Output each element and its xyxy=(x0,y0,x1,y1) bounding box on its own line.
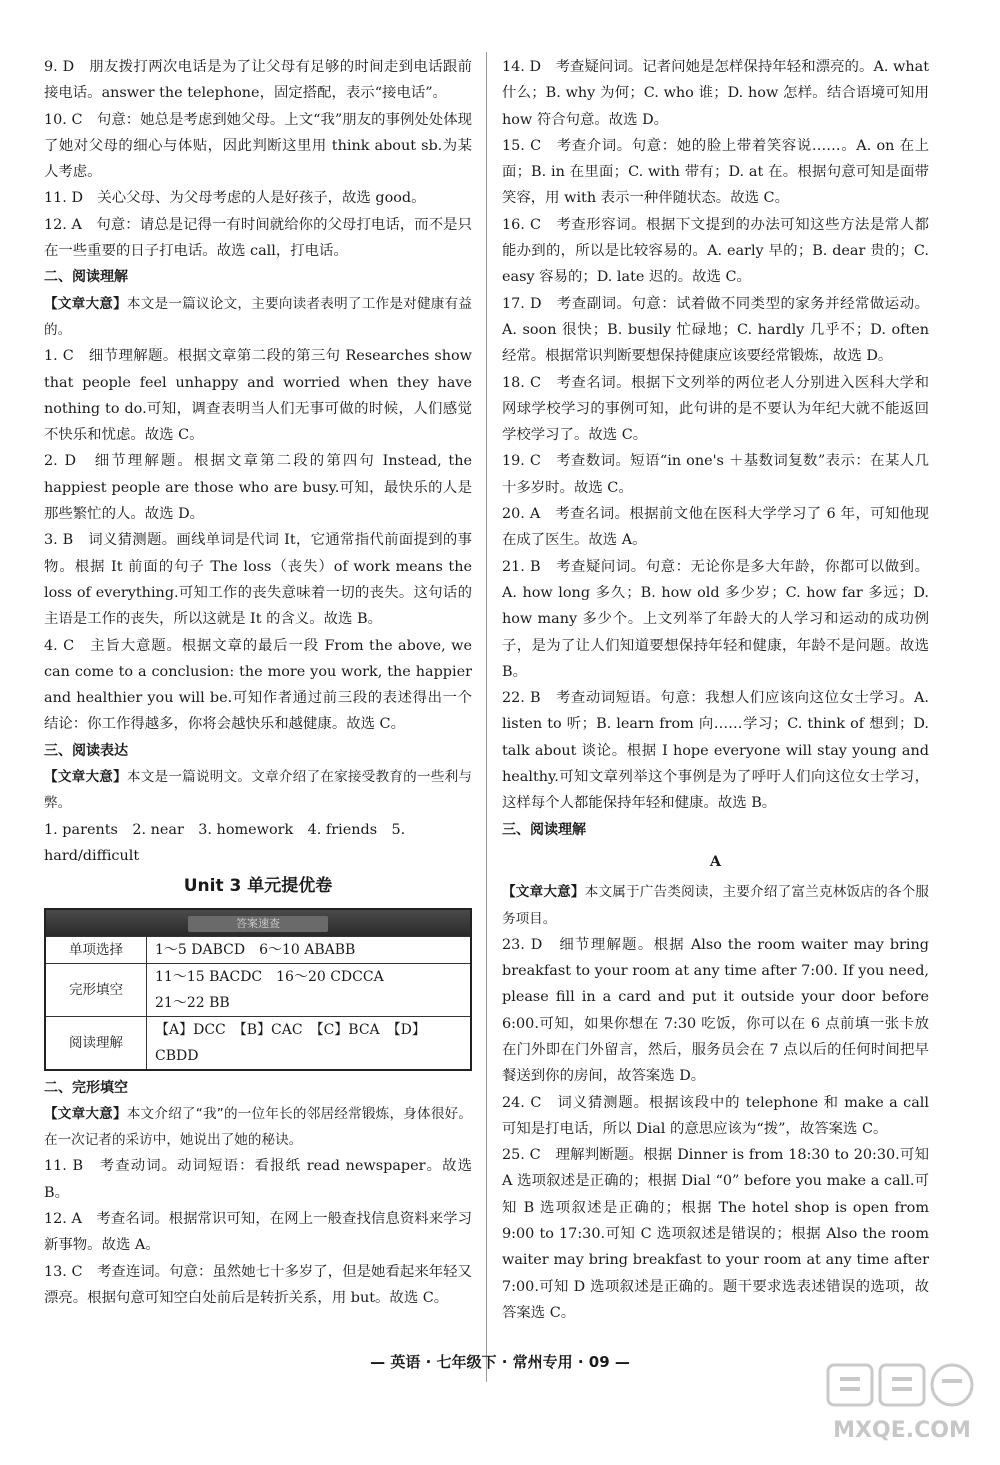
answer-explanation: 22. B 考查动词短语。句意：我想人们应该向这位女士学习。A. listen to 听；B. learn from 向……学习；C. think of 想到；D. talk about 谈论。根据 I hope everyone will stay young and healthy.可知文章列举这个事例是为了呼吁人们向这位女士学习，这样每个人都能保持年轻和健康。故选 B。 xyxy=(502,690,929,812)
passage-label: A xyxy=(709,852,722,870)
watermark-domain: MXQE.COM xyxy=(833,1418,971,1443)
answer-explanation: 17. D 考查副词。句意：试着做不同类型的家务并经常做运动。A. soon 很快；B. busily 忙碌地；C. hardly 几乎不；D. often 经常。根据常识判断要想保持健康应该要经常锻炼，故选 D。 xyxy=(502,295,929,365)
answer-explanation: 3. B 词义猜测题。画线单词是代词 It，它通常指代前面提到的事物。根据 It 前面的句子 The loss（丧失）of work means the loss of everything.可知工作的丧失意味着一切的丧失。这句话的主语是工作的丧失，所以这就是 It 的含义。故选 B。 xyxy=(44,532,472,628)
answer-explanation: 4. C 主旨大意题。根据文章的最后一段 From the above, we can come to a conclusion: the more you work, the happier and healthier you will be.可知作者通过前三段的表述得出一个结论：你工作得越多，你将会越快乐和越健康。故选 C。 xyxy=(44,637,472,733)
answer-explanation: 23. D 细节理解题。根据 Also the room waiter may bring breakfast to your room at any time after 7:00. If you need, please fill in a card and put it outside your door before 6:00.可知，如果你想在 7:30 吃饭，你可以在 6 点前填一张卡放在门外即在门外留言，然后，服务员会在 7 点以后的任何时间把早餐送到你的房间，故答案选 D。 xyxy=(502,936,929,1085)
answer-explanation: 15. C 考查介词。句意：她的脸上带着笑容说……。A. on 在上面；B. in 在里面；C. with 带有；D. at 在。根据句意可知是面带笑容，用 with 表示一种伴随状态。故选 C。 xyxy=(502,137,929,207)
answer-explanation: 13. C 考查连词。句意：虽然她七十多岁了，但是她看起来年轻又漂亮。根据句意可知空白处前后是转折关系，用 but。故选 C。 xyxy=(44,1263,472,1306)
answer-key-row xyxy=(45,936,471,963)
section-heading: 三、阅读理解 xyxy=(502,821,586,838)
article-summary xyxy=(44,764,472,817)
answer-explanation: 18. C 考查名词。根据下文列举的两位老人分别进入医科大学和网球学校学习的事例可知，此句讲的是不要认为年纪大就不能返回学校学习了。故选 C。 xyxy=(502,374,929,444)
answer-explanation: 11. D 关心父母、为父母考虑的人是好孩子，故选 good。 xyxy=(44,190,426,207)
summary-label: 【文章大意】 xyxy=(502,884,585,901)
watermark-logo xyxy=(822,1357,982,1447)
right-blocks xyxy=(502,54,929,1326)
answer-key-header-label: 答案速查 xyxy=(188,916,328,932)
article-summary xyxy=(44,1101,472,1154)
summary-text: 本文是一篇议论文，主要向读者表明了工作是对健康有益的。 xyxy=(44,295,473,338)
summary-text: 本文属于广告类阅读，主要介绍了富兰克林饭店的各个服务项目。 xyxy=(502,884,930,927)
row-label: 完形填空 xyxy=(45,963,147,1016)
answer-explanation: 12. A 考查名词。根据常识可知，在网上一般查找信息资料来学习新事物。故选 A。 xyxy=(44,1210,472,1254)
row-label: 阅读理解 xyxy=(45,1016,147,1070)
row-answers xyxy=(147,963,472,1016)
row-answers xyxy=(147,936,472,963)
answer-key-row xyxy=(45,1016,471,1070)
answer-key-header xyxy=(45,909,471,937)
answer-key-row xyxy=(45,963,471,1016)
column-divider xyxy=(486,52,487,1382)
answer-line: 1～5 DABCD 6～10 ABABB xyxy=(155,941,356,958)
page-footer: — 英语 · 七年级下 · 常州专用 · 09 — xyxy=(370,1353,630,1371)
section-heading: 三、阅读表达 xyxy=(44,742,128,759)
summary-label: 【文章大意】 xyxy=(44,1105,127,1122)
summary-label: 【文章大意】 xyxy=(44,769,127,786)
article-summary xyxy=(44,291,472,344)
answer-explanation: 25. C 理解判断题。根据 Dinner is from 18:30 to 20:30.可知 A 选项叙述是正确的；根据 Dial “0” before you make a call.可知 B 选项叙述是正确的；根据 The hotel shop is open from 9:00 to 17:30.可知 C 选项叙述是错误的；根据 Also the room waiter may bring breakfast to your room at any time after 7:00.可知 D 选项叙述是正确的。题干要求选表述错误的选项，故答案选 C。 xyxy=(502,1147,929,1321)
answer-explanation: 11. B 考查动词。动词短语：看报纸 read newspaper。故选 B。 xyxy=(44,1158,472,1201)
answer-explanation: 16. C 考查形容词。根据下文提到的办法可知这些方法是常人都能办到的，所以是比较容易的。A. early 早的；B. dear 贵的；C. easy 容易的；D. late 迟的。故选 C。 xyxy=(502,216,929,286)
left-column xyxy=(44,54,472,1311)
left-blocks xyxy=(44,54,472,869)
answer-line: 11～15 BACDC 16～20 CDCCA xyxy=(155,968,384,985)
row-label: 单项选择 xyxy=(45,936,147,963)
right-column xyxy=(502,54,929,1326)
answer-explanation: 9. D 朋友拨打两次电话是为了让父母有足够的时间走到电话跟前接电话。answer the telephone，固定搭配，表示“接电话”。 xyxy=(44,59,472,102)
answer-explanation: 10. C 句意：她总是考虑到她父母。上文“我”朋友的事例处处体现了她对父母的细心与体贴，因此判断这里用 think about sb.为某人考虑。 xyxy=(44,111,472,181)
left-blocks-after xyxy=(44,1075,472,1312)
answer-explanation: 21. B 考查疑问词。句意：无论你是多大年龄，你都可以做到。A. how long 多久；B. how old 多少岁；C. how far 多远；D. how many 多少个。上文列举了年龄大的人学习和运动的成功例子，是为了让人们知道要想保持年轻和健康，年龄不是问题。故选 B。 xyxy=(502,558,929,680)
summary-label: 【文章大意】 xyxy=(44,295,127,312)
answer-explanation: 24. C 词义猜测题。根据该段中的 telephone 和 make a call 可知是打电话，所以 Dial 的意思应该为“拨”，故答案选 C。 xyxy=(502,1094,929,1137)
answer-explanation: 2. D 细节理解题。根据文章第二段的第四句 Instead, the happiest people are those who are busy.可知，最快乐的人是那些繁忙的人。故选 D。 xyxy=(44,453,472,523)
row-answers xyxy=(147,1016,472,1070)
summary-text: 本文介绍了“我”的一位年长的邻居经常锻炼，身体很好。在一次记者的采访中，她说出了她的秘诀。 xyxy=(44,1105,472,1149)
section-heading: 二、阅读理解 xyxy=(44,269,128,286)
summary-text: 本文是一篇说明文。文章介绍了在家接受教育的一些利与弊。 xyxy=(44,769,473,812)
article-summary xyxy=(502,879,929,932)
answer-explanation: 12. A 句意：请总是记得一有时间就给你的父母打电话，而不是只在一些重要的日子打电话。故选 call，打电话。 xyxy=(44,216,472,260)
answer-line: 【A】DCC 【B】CAC 【C】BCA 【D】CBDD xyxy=(155,1021,426,1064)
answer-line: 21～22 BB xyxy=(155,994,230,1011)
unit-title: Unit 3 单元提优卷 xyxy=(183,876,333,897)
answer-explanation: 14. D 考查疑问词。记者问她是怎样保持年轻和漂亮的。A. what 什么；B. why 为何；C. who 谁；D. how 怎样。结合语境可知用 how 符合句意。故选 D。 xyxy=(502,59,929,128)
answer-explanation: 1. C 细节理解题。根据文章第二段的第三句 Researches show that people feel unhappy and worried when they have nothing to do.可知，调查表明当人们无事可做的时候，人们感觉不快乐和忧虑。故选 C。 xyxy=(44,348,472,444)
answer-explanation: 19. C 考查数词。短语“in one's ＋基数词复数”表示：在某人几十多岁时。故选 C。 xyxy=(502,453,929,496)
answer-explanation: 20. A 考查名词。根据前文他在医科大学学习了 6 年，可知他现在成了医生。故选 A。 xyxy=(502,506,929,549)
answer-list: 1. parents 2. near 3. homework 4. friends 5. hard/difficult xyxy=(44,821,406,864)
answer-key-table xyxy=(44,908,472,1071)
section-heading: 二、完形填空 xyxy=(44,1079,128,1096)
